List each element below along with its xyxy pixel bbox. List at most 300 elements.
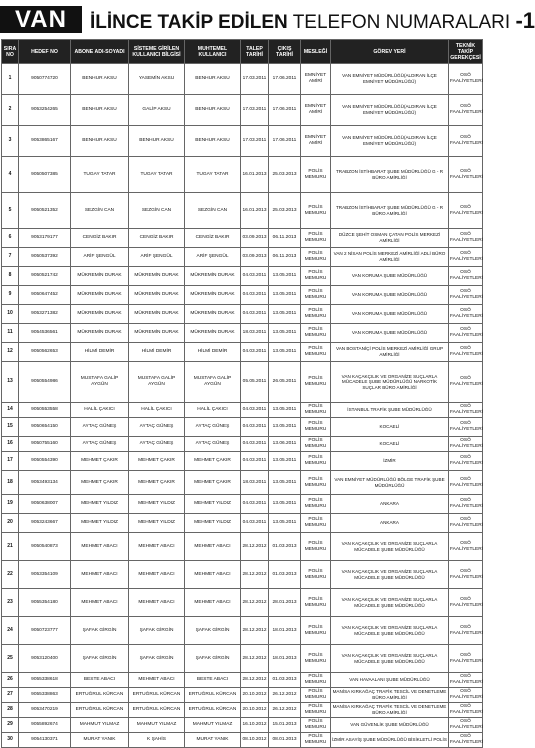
occupation: POLİS MEMURU bbox=[301, 324, 331, 343]
target-phone: 9053243667 bbox=[19, 514, 71, 533]
tracking-reason: OSÖ FAALİYETLERİ bbox=[449, 193, 483, 229]
system-user: MEHMET ABACI bbox=[129, 533, 185, 561]
probable-user: MÜKREMİN DURAK bbox=[185, 305, 241, 324]
table-body bbox=[2, 64, 483, 748]
occupation: POLİS MEMURU bbox=[301, 688, 331, 703]
system-user: MÜKREMİN DURAK bbox=[129, 267, 185, 286]
exit-date: 15.01.2013 bbox=[269, 718, 301, 733]
col-talep-tarihi-header: TALEP TARİHİ bbox=[241, 40, 269, 64]
target-phone: 9050755160 bbox=[19, 437, 71, 452]
target-phone: 9054536561 bbox=[19, 324, 71, 343]
tracking-reason: OSÖ FAALİYETLERİ bbox=[449, 703, 483, 718]
probable-user: MEHMET ABACI bbox=[185, 561, 241, 589]
exit-date: 13.05.2011 bbox=[269, 343, 301, 362]
request-date: 05.05.2011 bbox=[241, 362, 269, 403]
target-phone: 9050638007 bbox=[19, 495, 71, 514]
tracking-reason: OSÖ FAALİYETLERİ bbox=[449, 95, 483, 126]
subscriber-name: MEHMET ABACI bbox=[71, 533, 129, 561]
system-user: MÜKREMİN DURAK bbox=[129, 286, 185, 305]
occupation: EMNİYET AMİRİ bbox=[301, 64, 331, 95]
duty-place: VAN KORUMA ŞUBE MÜDÜRLÜĞÜ bbox=[331, 286, 449, 305]
subscriber-name: HİLMİ DEMİR bbox=[71, 343, 129, 362]
tracking-reason: OSÖ FAALİYETLERİ bbox=[449, 324, 483, 343]
probable-user: ARİF ŞENGÜL bbox=[185, 248, 241, 267]
tracking-reason: OSÖ FAALİYETLERİ bbox=[449, 495, 483, 514]
system-user: MEHMET YILDIZ bbox=[129, 495, 185, 514]
row-number: 2 bbox=[2, 95, 19, 126]
exit-date: 13.05.2011 bbox=[269, 495, 301, 514]
table-row bbox=[2, 229, 483, 248]
subscriber-name: BESTE ABACI bbox=[71, 673, 129, 688]
subscriber-name: ARİF ŞENGÜL bbox=[71, 248, 129, 267]
occupation: POLİS MEMURU bbox=[301, 645, 331, 673]
tracking-reason: OSÖ FAALİYETLERİ bbox=[449, 286, 483, 305]
system-user: MUSTAFA GALİP AYGÜN bbox=[129, 362, 185, 403]
occupation: POLİS MEMURU bbox=[301, 362, 331, 403]
table-row bbox=[2, 95, 483, 126]
request-date: 28.12.2012 bbox=[241, 561, 269, 589]
probable-user: SEZGİN CAN bbox=[185, 193, 241, 229]
occupation: POLİS MEMURU bbox=[301, 286, 331, 305]
system-user: SEZGİN CAN bbox=[129, 193, 185, 229]
row-number: 23 bbox=[2, 589, 19, 617]
target-phone: 9054130371 bbox=[19, 733, 71, 748]
target-phone: 9050553558 bbox=[19, 403, 71, 418]
duty-place: VAN KORUMA ŞUBE MÜDÜRLÜĞÜ bbox=[331, 305, 449, 324]
subscriber-name: SEZGİN CAN bbox=[71, 193, 129, 229]
probable-user: HALİL ÇAKICI bbox=[185, 403, 241, 418]
occupation: POLİS MEMURU bbox=[301, 229, 331, 248]
system-user: ERTUĞRUL KÜRCAN bbox=[129, 703, 185, 718]
request-date: 28.12.2012 bbox=[241, 673, 269, 688]
probable-user: BENHUR AKSU bbox=[185, 126, 241, 157]
probable-user: MEHMET ABACI bbox=[185, 533, 241, 561]
occupation: POLİS MEMURU bbox=[301, 673, 331, 688]
system-user: AYTAÇ GÜNEŞ bbox=[129, 437, 185, 452]
col-cikis-tarihi-header: ÇIKIŞ TARİHİ bbox=[269, 40, 301, 64]
tracking-reason: OSÖ FAALİYETLERİ bbox=[449, 126, 483, 157]
duty-place: VAN HAVAALANI ŞUBE MÜDÜRLÜĞÜ bbox=[331, 673, 449, 688]
probable-user: MUSTAFA GALİP AYGÜN bbox=[185, 362, 241, 403]
exit-date: 18.01.2013 bbox=[269, 645, 301, 673]
request-date: 03.09.2013 bbox=[241, 229, 269, 248]
table-row bbox=[2, 126, 483, 157]
row-number: 11 bbox=[2, 324, 19, 343]
table-row bbox=[2, 533, 483, 561]
table-row bbox=[2, 286, 483, 305]
subscriber-name: MÜKREMİN DURAK bbox=[71, 324, 129, 343]
subscriber-name: MURAT YANIK bbox=[71, 733, 129, 748]
duty-place: ANKARA bbox=[331, 514, 449, 533]
probable-user: ŞAFAK GİRGİN bbox=[185, 617, 241, 645]
row-number: 16 bbox=[2, 437, 19, 452]
duty-place: VAN EMNİYET MÜDÜRLÜĞÜ BÖLGE TRAFİK ŞUBE MÜDÜRLÜĞÜ bbox=[331, 471, 449, 495]
exit-date: 13.05.2011 bbox=[269, 305, 301, 324]
probable-user: MEHMET YILDIZ bbox=[185, 495, 241, 514]
occupation: POLİS MEMURU bbox=[301, 157, 331, 193]
exit-date: 01.03.2013 bbox=[269, 533, 301, 561]
subscriber-name: ERTUĞRUL KÜRCAN bbox=[71, 688, 129, 703]
system-user: K ŞAHİS bbox=[129, 733, 185, 748]
row-number: 9 bbox=[2, 286, 19, 305]
subscriber-name: MEHMET YILDIZ bbox=[71, 514, 129, 533]
target-phone: 9050521742 bbox=[19, 267, 71, 286]
request-date: 20.10.2012 bbox=[241, 688, 269, 703]
target-phone: 9055338863 bbox=[19, 688, 71, 703]
duty-place: VAN KAÇAKÇILIK VE ORGANİZE SUÇLARLA MÜCADELE ŞUBE MÜDÜRLÜĞÜ NARKOTİK SUÇLAR BÜRO AMİRLİĞİ bbox=[331, 362, 449, 403]
target-phone: 9050647452 bbox=[19, 286, 71, 305]
row-number: 3 bbox=[2, 126, 19, 157]
system-user: ERTUĞRUL KÜRCAN bbox=[129, 688, 185, 703]
table-row bbox=[2, 403, 483, 418]
request-date: 04.03.2011 bbox=[241, 514, 269, 533]
tracking-reason: OSÖ FAALİYETLERİ bbox=[449, 688, 483, 703]
request-date: 04.03.2011 bbox=[241, 343, 269, 362]
exit-date: 13.05.2011 bbox=[269, 324, 301, 343]
duty-place: VAN KAÇAKÇILIK VE ORGANİZE SUÇLARLA MÜCADELE ŞUBE MÜDÜRLÜĞÜ bbox=[331, 589, 449, 617]
occupation: POLİS MEMURU bbox=[301, 305, 331, 324]
occupation: POLİS MEMURU bbox=[301, 267, 331, 286]
probable-user: CENGİZ BAKIR bbox=[185, 229, 241, 248]
subscriber-name: MÜKREMİN DURAK bbox=[71, 267, 129, 286]
target-phone: 9053354109 bbox=[19, 561, 71, 589]
tracking-reason: OSÖ FAALİYETLERİ bbox=[449, 437, 483, 452]
duty-place: VAN EMNİYET MÜDÜRLÜĞÜ(ALDIRAN İLÇE EMNİYET MÜDÜRLÜĞÜ) bbox=[331, 64, 449, 95]
duty-place: VAN KORUMA ŞUBE MÜDÜRLÜĞÜ bbox=[331, 267, 449, 286]
request-date: 04.03.2011 bbox=[241, 403, 269, 418]
subscriber-name: TUGAY TATAR bbox=[71, 157, 129, 193]
request-date: 04.03.2011 bbox=[241, 286, 269, 305]
exit-date: 13.06.2011 bbox=[269, 437, 301, 452]
row-number: 15 bbox=[2, 418, 19, 437]
target-phone: 9055354180 bbox=[19, 589, 71, 617]
row-number: 19 bbox=[2, 495, 19, 514]
exit-date: 13.05.2011 bbox=[269, 286, 301, 305]
system-user: AYTAÇ GÜNEŞ bbox=[129, 418, 185, 437]
occupation: POLİS MEMURU bbox=[301, 452, 331, 471]
table-row bbox=[2, 718, 483, 733]
target-phone: 9050554390 bbox=[19, 452, 71, 471]
exit-date: 13.05.2011 bbox=[269, 471, 301, 495]
subscriber-name: MÜKREMİN DURAK bbox=[71, 305, 129, 324]
request-date: 04.03.2011 bbox=[241, 452, 269, 471]
col-meslegi-header: MESLEĞİ bbox=[301, 40, 331, 64]
exit-date: 08.01.2013 bbox=[269, 733, 301, 748]
table-header-row bbox=[2, 40, 483, 64]
title-number: -1 bbox=[515, 8, 535, 33]
duty-place: VAN KAÇAKÇILIK VE ORGANİZE SUÇLARLA MÜCADELE ŞUBE MÜDÜRLÜĞÜ bbox=[331, 533, 449, 561]
probable-user: MEHMET ÇAKIR bbox=[185, 452, 241, 471]
request-date: 04.03.2011 bbox=[241, 418, 269, 437]
target-phone: 9050654150 bbox=[19, 418, 71, 437]
request-date: 20.10.2012 bbox=[241, 703, 269, 718]
probable-user: ERTUĞRUL KÜRCAN bbox=[185, 703, 241, 718]
duty-place: VAN KORUMA ŞUBE MÜDÜRLÜĞÜ bbox=[331, 324, 449, 343]
target-phone: 9050554986 bbox=[19, 362, 71, 403]
occupation: POLİS MEMURU bbox=[301, 514, 331, 533]
request-date: 04.03.2011 bbox=[241, 437, 269, 452]
occupation: POLİS MEMURU bbox=[301, 589, 331, 617]
table-row bbox=[2, 617, 483, 645]
row-number: 4 bbox=[2, 157, 19, 193]
col-sira-no-header: SIRA NO bbox=[2, 40, 19, 64]
exit-date: 01.03.2013 bbox=[269, 673, 301, 688]
target-phone: 9050774720 bbox=[19, 64, 71, 95]
target-phone: 9053493134 bbox=[19, 471, 71, 495]
request-date: 17.03.2011 bbox=[241, 126, 269, 157]
request-date: 17.03.2011 bbox=[241, 64, 269, 95]
occupation: EMNİYET AMİRİ bbox=[301, 95, 331, 126]
target-phone: 9050723777 bbox=[19, 617, 71, 645]
table-row bbox=[2, 437, 483, 452]
occupation: POLİS MEMURU bbox=[301, 471, 331, 495]
system-user: BENHUR AKSU bbox=[129, 126, 185, 157]
row-number: 17 bbox=[2, 452, 19, 471]
occupation: POLİS MEMURU bbox=[301, 343, 331, 362]
exit-date: 26.05.2011 bbox=[269, 362, 301, 403]
table-row bbox=[2, 514, 483, 533]
subscriber-name: MEHMET ÇAKIR bbox=[71, 452, 129, 471]
col-muhtemel-kullanici-header: MUHTEMEL KULLANICI bbox=[185, 40, 241, 64]
subscriber-name: AYTAÇ GÜNEŞ bbox=[71, 418, 129, 437]
row-number: 5 bbox=[2, 193, 19, 229]
table-row bbox=[2, 471, 483, 495]
system-user: GALİP AKSU bbox=[129, 95, 185, 126]
exit-date: 13.05.2011 bbox=[269, 403, 301, 418]
request-date: 03.09.2013 bbox=[241, 248, 269, 267]
request-date: 17.03.2011 bbox=[241, 95, 269, 126]
table-row bbox=[2, 733, 483, 748]
occupation: POLİS MEMURU bbox=[301, 248, 331, 267]
subscriber-name: MUSTAFA GALİP AYGÜN bbox=[71, 362, 129, 403]
tracking-reason: OSÖ FAALİYETLERİ bbox=[449, 561, 483, 589]
table-row bbox=[2, 248, 483, 267]
tracking-reason: OSÖ FAALİYETLERİ bbox=[449, 305, 483, 324]
row-number: 30 bbox=[2, 733, 19, 748]
subscriber-name: MEHMET YILDIZ bbox=[71, 495, 129, 514]
exit-date: 13.05.2011 bbox=[269, 267, 301, 286]
probable-user: MEHMET ÇAKIR bbox=[185, 471, 241, 495]
duty-place: VAN BOSTANİÇİ POLİS MERKEZİ AMİRLİĞİ GRUP AMİRLİĞİ bbox=[331, 343, 449, 362]
target-phone: 9050540873 bbox=[19, 533, 71, 561]
duty-place: ANKARA bbox=[331, 495, 449, 514]
table-row bbox=[2, 157, 483, 193]
target-phone: 9053120400 bbox=[19, 645, 71, 673]
exit-date: 26.12.2012 bbox=[269, 703, 301, 718]
target-phone: 9053179177 bbox=[19, 229, 71, 248]
col-hedef-no-header: HEDEF NO bbox=[19, 40, 71, 64]
tracking-reason: OSÖ FAALİYETLERİ bbox=[449, 403, 483, 418]
row-number: 29 bbox=[2, 718, 19, 733]
tracking-reason: OSÖ FAALİYETLERİ bbox=[449, 418, 483, 437]
title-rest: TELEFON NUMARALARI bbox=[287, 12, 516, 33]
subscriber-name: MÜKREMİN DURAK bbox=[71, 286, 129, 305]
occupation: POLİS MEMURU bbox=[301, 617, 331, 645]
request-date: 16.01.2013 bbox=[241, 157, 269, 193]
row-number: 26 bbox=[2, 673, 19, 688]
table-row bbox=[2, 362, 483, 403]
tracking-reason: OSÖ FAALİYETLERİ bbox=[449, 617, 483, 645]
duty-place: VAN KAÇAKÇILIK VE ORGANİZE SUÇLARLA MÜCADELE ŞUBE MÜDÜRLÜĞÜ bbox=[331, 561, 449, 589]
exit-date: 06.11.2013 bbox=[269, 248, 301, 267]
probable-user: MEHMET YILDIZ bbox=[185, 514, 241, 533]
occupation: POLİS MEMURU bbox=[301, 403, 331, 418]
tracking-reason: OSÖ FAALİYETLERİ bbox=[449, 589, 483, 617]
row-number: 14 bbox=[2, 403, 19, 418]
system-user: ŞAFAK GİRGİN bbox=[129, 645, 185, 673]
document-header bbox=[0, 0, 535, 38]
request-date: 04.03.2011 bbox=[241, 267, 269, 286]
probable-user: MAHMUT YILMAZ bbox=[185, 718, 241, 733]
subscriber-name: MEHMET ABACI bbox=[71, 561, 129, 589]
request-date: 16.01.2013 bbox=[241, 193, 269, 229]
table-row bbox=[2, 193, 483, 229]
table-row bbox=[2, 561, 483, 589]
col-abone-header: ABONE ADI-SOYADI bbox=[71, 40, 129, 64]
occupation: POLİS MEMURU bbox=[301, 437, 331, 452]
probable-user: MÜKREMİN DURAK bbox=[185, 286, 241, 305]
occupation: POLİS MEMURU bbox=[301, 718, 331, 733]
occupation: POLİS MEMURU bbox=[301, 418, 331, 437]
tracking-reason: OSÖ FAALİYETLERİ bbox=[449, 452, 483, 471]
duty-place: İZMİR ASAYİŞ ŞUBE MÜDÜRLÜĞÜ BİSİKLETLİ POLİS bbox=[331, 733, 449, 748]
subscriber-name: ERTUĞRUL KÜRCAN bbox=[71, 703, 129, 718]
tracking-reason: OSÖ FAALİYETLERİ bbox=[449, 514, 483, 533]
system-user: MEHMET ABACI bbox=[129, 589, 185, 617]
table-row bbox=[2, 673, 483, 688]
exit-date: 25.03.2013 bbox=[269, 157, 301, 193]
tracking-reason: OSÖ FAALİYETLERİ bbox=[449, 362, 483, 403]
system-user: MÜKREMİN DURAK bbox=[129, 305, 185, 324]
system-user: MAHMUT YILMAZ bbox=[129, 718, 185, 733]
duty-place: VAN GÜVENLİK ŞUBE MÜDÜRLÜĞÜ bbox=[331, 718, 449, 733]
occupation: POLİS MEMURU bbox=[301, 733, 331, 748]
duty-place: İZMİR bbox=[331, 452, 449, 471]
table-row bbox=[2, 64, 483, 95]
request-date: 08.10.2012 bbox=[241, 733, 269, 748]
occupation: POLİS MEMURU bbox=[301, 533, 331, 561]
col-sistem-kullanici-header: SİSTEME GİRİLEN KULLANICI BİLGİSİ bbox=[129, 40, 185, 64]
system-user: ARİF ŞENGÜL bbox=[129, 248, 185, 267]
exit-date: 17.06.2011 bbox=[269, 64, 301, 95]
table-row bbox=[2, 589, 483, 617]
system-user: MEHMET ÇAKIR bbox=[129, 452, 185, 471]
occupation: POLİS MEMURU bbox=[301, 193, 331, 229]
target-phone: 9050521352 bbox=[19, 193, 71, 229]
probable-user: HİLMİ DEMİR bbox=[185, 343, 241, 362]
subscriber-name: MAHMUT YILMAZ bbox=[71, 718, 129, 733]
table-row bbox=[2, 418, 483, 437]
system-user: HİLMİ DEMİR bbox=[129, 343, 185, 362]
row-number: 1 bbox=[2, 64, 19, 95]
duty-place: VAN KAÇAKÇILIK VE ORGANİZE SUÇLARLA MÜCADELE ŞUBE MÜDÜRLÜĞÜ bbox=[331, 645, 449, 673]
tracking-reason: OSÖ FAALİYETLERİ bbox=[449, 471, 483, 495]
target-phone: 9050562653 bbox=[19, 343, 71, 362]
tracking-reason: OSÖ FAALİYETLERİ bbox=[449, 733, 483, 748]
row-number: 20 bbox=[2, 514, 19, 533]
title-bold: İLİNCE TAKİP EDİLEN bbox=[90, 12, 288, 33]
subscriber-name: BENHUR AKSU bbox=[71, 95, 129, 126]
probable-user: ERTUĞRUL KÜRCAN bbox=[185, 688, 241, 703]
subscriber-name: CENGİZ BAKIR bbox=[71, 229, 129, 248]
row-number: 28 bbox=[2, 703, 19, 718]
request-date: 16.10.2012 bbox=[241, 718, 269, 733]
row-number: 7 bbox=[2, 248, 19, 267]
exit-date: 26.12.2012 bbox=[269, 688, 301, 703]
probable-user: MÜKREMİN DURAK bbox=[185, 324, 241, 343]
table-row bbox=[2, 688, 483, 703]
request-date: 04.03.2011 bbox=[241, 305, 269, 324]
system-user: YASEMİN AKSU bbox=[129, 64, 185, 95]
probable-user: BENHUR AKSU bbox=[185, 64, 241, 95]
duty-place: KOCAELİ bbox=[331, 418, 449, 437]
tracking-reason: OSÖ FAALİYETLERİ bbox=[449, 645, 483, 673]
duty-place: KOCAELİ bbox=[331, 437, 449, 452]
col-gerekce-header: TEKNİK TAKİP GEREKÇESİ bbox=[449, 40, 483, 64]
exit-date: 13.05.2011 bbox=[269, 452, 301, 471]
row-number: 6 bbox=[2, 229, 19, 248]
exit-date: 25.03.2013 bbox=[269, 193, 301, 229]
exit-date: 13.05.2011 bbox=[269, 514, 301, 533]
table-row bbox=[2, 452, 483, 471]
target-phone: 9055338618 bbox=[19, 673, 71, 688]
row-number: 10 bbox=[2, 305, 19, 324]
exit-date: 17.06.2011 bbox=[269, 95, 301, 126]
duty-place: TRABZON İSTİHBARAT ŞUBE MÜDÜRLÜĞÜ G - R BÜRO AMİRLİĞİ bbox=[331, 193, 449, 229]
occupation: POLİS MEMURU bbox=[301, 703, 331, 718]
row-number: 13 bbox=[2, 362, 19, 403]
system-user: MEHMET ABACI bbox=[129, 561, 185, 589]
target-phone: 9053470219 bbox=[19, 703, 71, 718]
duty-place: MANİSA KIRKAĞAÇ TRAFİK TESCİL VE DENETLEME BÜRO AMİRLİĞİ bbox=[331, 703, 449, 718]
request-date: 28.12.2012 bbox=[241, 533, 269, 561]
tracking-reason: OSÖ FAALİYETLERİ bbox=[449, 248, 483, 267]
occupation: POLİS MEMURU bbox=[301, 495, 331, 514]
occupation: EMNİYET AMİRİ bbox=[301, 126, 331, 157]
exit-date: 01.03.2013 bbox=[269, 561, 301, 589]
subscriber-name: MEHMET ABACI bbox=[71, 589, 129, 617]
target-phone: 9055892674 bbox=[19, 718, 71, 733]
probable-user: TUGAY TATAR bbox=[185, 157, 241, 193]
row-number: 21 bbox=[2, 533, 19, 561]
tracking-reason: OSÖ FAALİYETLERİ bbox=[449, 718, 483, 733]
phone-table bbox=[1, 39, 483, 748]
subscriber-name: BENHUR AKSU bbox=[71, 126, 129, 157]
duty-place: VAN EMNİYET MÜDÜRLÜĞÜ(ALDIRAN İLÇE EMNİYET MÜDÜRLÜĞÜ) bbox=[331, 126, 449, 157]
system-user: HALİL ÇAKICI bbox=[129, 403, 185, 418]
tracking-reason: OSÖ FAALİYETLERİ bbox=[449, 64, 483, 95]
system-user: TUGAY TATAR bbox=[129, 157, 185, 193]
document-title bbox=[90, 7, 535, 34]
duty-place: VAN KAÇAKÇILIK VE ORGANİZE SUÇLARLA MÜCADELE ŞUBE MÜDÜRLÜĞÜ bbox=[331, 617, 449, 645]
table-row bbox=[2, 495, 483, 514]
request-date: 28.12.2012 bbox=[241, 589, 269, 617]
tracking-reason: OSÖ FAALİYETLERİ bbox=[449, 673, 483, 688]
table-row bbox=[2, 267, 483, 286]
probable-user: ŞAFAK GİRGİN bbox=[185, 645, 241, 673]
exit-date: 17.06.2011 bbox=[269, 126, 301, 157]
row-number: 24 bbox=[2, 617, 19, 645]
system-user: MEHMET ÇAKIR bbox=[129, 471, 185, 495]
row-number: 12 bbox=[2, 343, 19, 362]
target-phone: 9050507385 bbox=[19, 157, 71, 193]
duty-place: MANİSA KIRKAĞAÇ TRAFİK TESCİL VE DENETLEME BÜRO AMİRLİĞİ bbox=[331, 688, 449, 703]
probable-user: MEHMET ABACI bbox=[185, 589, 241, 617]
exit-date: 28.01.2013 bbox=[269, 589, 301, 617]
subscriber-name: MEHMET ÇAKIR bbox=[71, 471, 129, 495]
request-date: 18.03.2011 bbox=[241, 324, 269, 343]
request-date: 04.03.2011 bbox=[241, 495, 269, 514]
